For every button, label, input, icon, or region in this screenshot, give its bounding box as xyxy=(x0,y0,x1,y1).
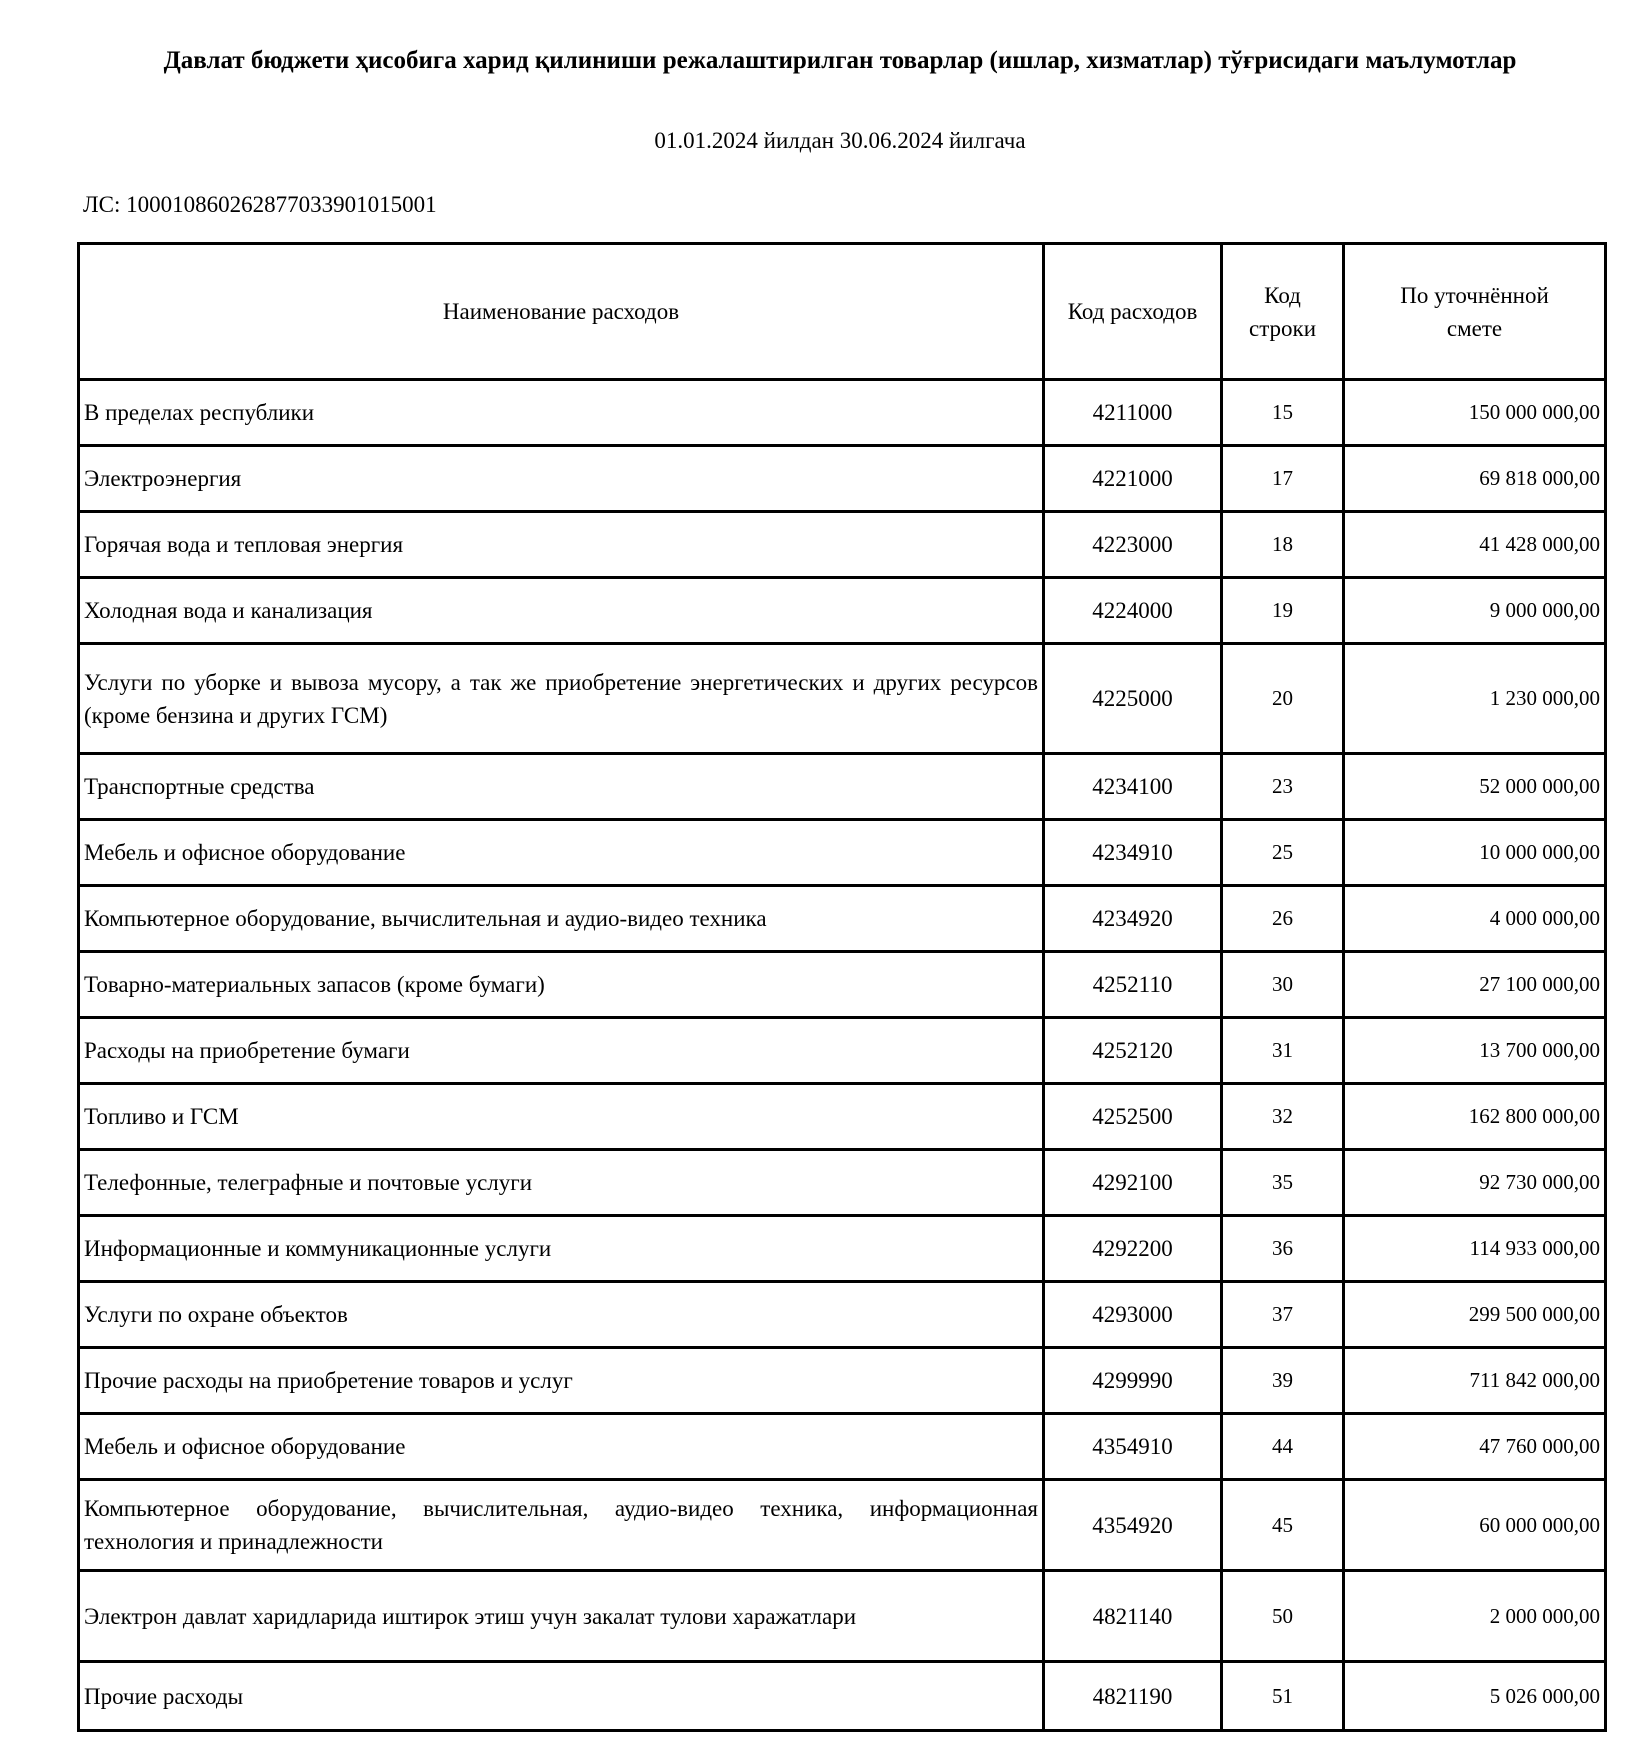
table-row xyxy=(79,1216,1606,1282)
header-amount-l1: По уточнённой xyxy=(1400,282,1549,308)
header-line-code-l1: Код xyxy=(1264,282,1301,308)
table-row xyxy=(79,1662,1606,1731)
cell-expense-name: В пределах республики xyxy=(79,380,1044,446)
table-row xyxy=(79,1571,1606,1662)
cell-amount: 10 000 000,00 xyxy=(1344,820,1606,886)
cell-amount: 9 000 000,00 xyxy=(1344,578,1606,644)
table-row xyxy=(79,1084,1606,1150)
cell-expense-name: Компьютерное оборудование, вычислительная и аудио-видео техника xyxy=(79,886,1044,952)
cell-expense-code: 4234920 xyxy=(1044,886,1222,952)
cell-expense-code: 4234910 xyxy=(1044,820,1222,886)
cell-amount: 2 000 000,00 xyxy=(1344,1571,1606,1662)
cell-line-code: 17 xyxy=(1222,446,1344,512)
cell-line-code: 18 xyxy=(1222,512,1344,578)
cell-line-code: 23 xyxy=(1222,754,1344,820)
cell-expense-name: Мебель и офисное оборудование xyxy=(79,1414,1044,1480)
cell-amount: 47 760 000,00 xyxy=(1344,1414,1606,1480)
cell-amount: 60 000 000,00 xyxy=(1344,1480,1606,1571)
cell-expense-code: 4821190 xyxy=(1044,1662,1222,1731)
table-row xyxy=(79,1150,1606,1216)
cell-expense-code: 4252500 xyxy=(1044,1084,1222,1150)
cell-line-code: 37 xyxy=(1222,1282,1344,1348)
table-row xyxy=(79,820,1606,886)
cell-amount: 4 000 000,00 xyxy=(1344,886,1606,952)
cell-expense-code: 4292200 xyxy=(1044,1216,1222,1282)
table-row xyxy=(79,512,1606,578)
table-header-row xyxy=(79,244,1606,380)
cell-expense-code: 4224000 xyxy=(1044,578,1222,644)
cell-expense-code: 4252110 xyxy=(1044,952,1222,1018)
header-line-code xyxy=(1222,244,1344,380)
cell-expense-name: Электроэнергия xyxy=(79,446,1044,512)
header-expense-name: Наименование расходов xyxy=(79,244,1044,380)
reporting-period: 01.01.2024 йилдан 30.06.2024 йилгача xyxy=(654,128,1026,153)
cell-amount: 711 842 000,00 xyxy=(1344,1348,1606,1414)
table-row xyxy=(79,446,1606,512)
account-number: ЛС: 100010860262877033901015001 xyxy=(83,192,437,217)
cell-expense-code: 4211000 xyxy=(1044,380,1222,446)
cell-expense-name: Компьютерное оборудование, вычислительная, аудио-видео техника, информационная технология и принадлежности xyxy=(79,1480,1044,1571)
cell-expense-name: Холодная вода и канализация xyxy=(79,578,1044,644)
cell-expense-code: 4252120 xyxy=(1044,1018,1222,1084)
cell-expense-name: Электрон давлат харидларида иштирок этиш учун закалат тулови харажатлари xyxy=(79,1571,1044,1662)
cell-line-code: 50 xyxy=(1222,1571,1344,1662)
cell-expense-code: 4292100 xyxy=(1044,1150,1222,1216)
header-line-code-l2: строки xyxy=(1248,315,1317,341)
document-title: Давлат бюджети ҳисобига харид қилиниши режалаштирилган товарлар (ишлар, хизматлар) тўғрисидаги маълумотлар xyxy=(163,47,1517,74)
cell-line-code: 45 xyxy=(1222,1480,1344,1571)
cell-expense-name: Топливо и ГСМ xyxy=(79,1084,1044,1150)
table-row xyxy=(79,1018,1606,1084)
cell-line-code: 35 xyxy=(1222,1150,1344,1216)
cell-line-code: 30 xyxy=(1222,952,1344,1018)
cell-amount: 27 100 000,00 xyxy=(1344,952,1606,1018)
table-row xyxy=(79,1414,1606,1480)
table-row xyxy=(79,380,1606,446)
cell-amount: 162 800 000,00 xyxy=(1344,1084,1606,1150)
cell-expense-name: Горячая вода и тепловая энергия xyxy=(79,512,1044,578)
table-row xyxy=(79,886,1606,952)
cell-expense-code: 4299990 xyxy=(1044,1348,1222,1414)
cell-amount: 69 818 000,00 xyxy=(1344,446,1606,512)
cell-amount: 13 700 000,00 xyxy=(1344,1018,1606,1084)
cell-expense-code: 4354920 xyxy=(1044,1480,1222,1571)
table-row xyxy=(79,1480,1606,1571)
cell-amount: 299 500 000,00 xyxy=(1344,1282,1606,1348)
header-expense-code: Код расходов xyxy=(1044,244,1222,380)
table-row xyxy=(79,578,1606,644)
cell-amount: 1 230 000,00 xyxy=(1344,644,1606,754)
cell-expense-name: Информационные и коммуникационные услуги xyxy=(79,1216,1044,1282)
cell-line-code: 51 xyxy=(1222,1662,1344,1731)
table-row xyxy=(79,754,1606,820)
cell-expense-name: Товарно-материальных запасов (кроме бумаги) xyxy=(79,952,1044,1018)
cell-expense-code: 4223000 xyxy=(1044,512,1222,578)
cell-line-code: 36 xyxy=(1222,1216,1344,1282)
cell-expense-name: Расходы на приобретение бумаги xyxy=(79,1018,1044,1084)
cell-amount: 150 000 000,00 xyxy=(1344,380,1606,446)
table-row xyxy=(79,1282,1606,1348)
cell-expense-name: Телефонные, телеграфные и почтовые услуги xyxy=(79,1150,1044,1216)
cell-expense-code: 4821140 xyxy=(1044,1571,1222,1662)
cell-expense-name: Прочие расходы xyxy=(79,1662,1044,1731)
cell-line-code: 39 xyxy=(1222,1348,1344,1414)
cell-expense-code: 4293000 xyxy=(1044,1282,1222,1348)
cell-expense-code: 4354910 xyxy=(1044,1414,1222,1480)
cell-line-code: 44 xyxy=(1222,1414,1344,1480)
cell-expense-code: 4225000 xyxy=(1044,644,1222,754)
cell-amount: 114 933 000,00 xyxy=(1344,1216,1606,1282)
cell-line-code: 19 xyxy=(1222,578,1344,644)
cell-amount: 41 428 000,00 xyxy=(1344,512,1606,578)
cell-expense-name: Транспортные средства xyxy=(79,754,1044,820)
expenses-table xyxy=(77,242,1607,1732)
cell-line-code: 31 xyxy=(1222,1018,1344,1084)
cell-amount: 5 026 000,00 xyxy=(1344,1662,1606,1731)
table-row xyxy=(79,644,1606,754)
cell-expense-code: 4234100 xyxy=(1044,754,1222,820)
cell-expense-name: Прочие расходы на приобретение товаров и услуг xyxy=(79,1348,1044,1414)
cell-expense-name: Услуги по уборке и вывоза мусору, а так же приобретение энергетических и других ресурсов (кроме бензина и других ГСМ) xyxy=(79,644,1044,754)
cell-amount: 92 730 000,00 xyxy=(1344,1150,1606,1216)
cell-line-code: 32 xyxy=(1222,1084,1344,1150)
cell-expense-code: 4221000 xyxy=(1044,446,1222,512)
cell-line-code: 20 xyxy=(1222,644,1344,754)
header-amount-l2: смете xyxy=(1446,315,1503,341)
cell-expense-name: Мебель и офисное оборудование xyxy=(79,820,1044,886)
cell-line-code: 26 xyxy=(1222,886,1344,952)
table-row xyxy=(79,1348,1606,1414)
cell-line-code: 25 xyxy=(1222,820,1344,886)
cell-amount: 52 000 000,00 xyxy=(1344,754,1606,820)
cell-line-code: 15 xyxy=(1222,380,1344,446)
header-amount xyxy=(1344,244,1606,380)
table-row xyxy=(79,952,1606,1018)
cell-expense-name: Услуги по охране объектов xyxy=(79,1282,1044,1348)
